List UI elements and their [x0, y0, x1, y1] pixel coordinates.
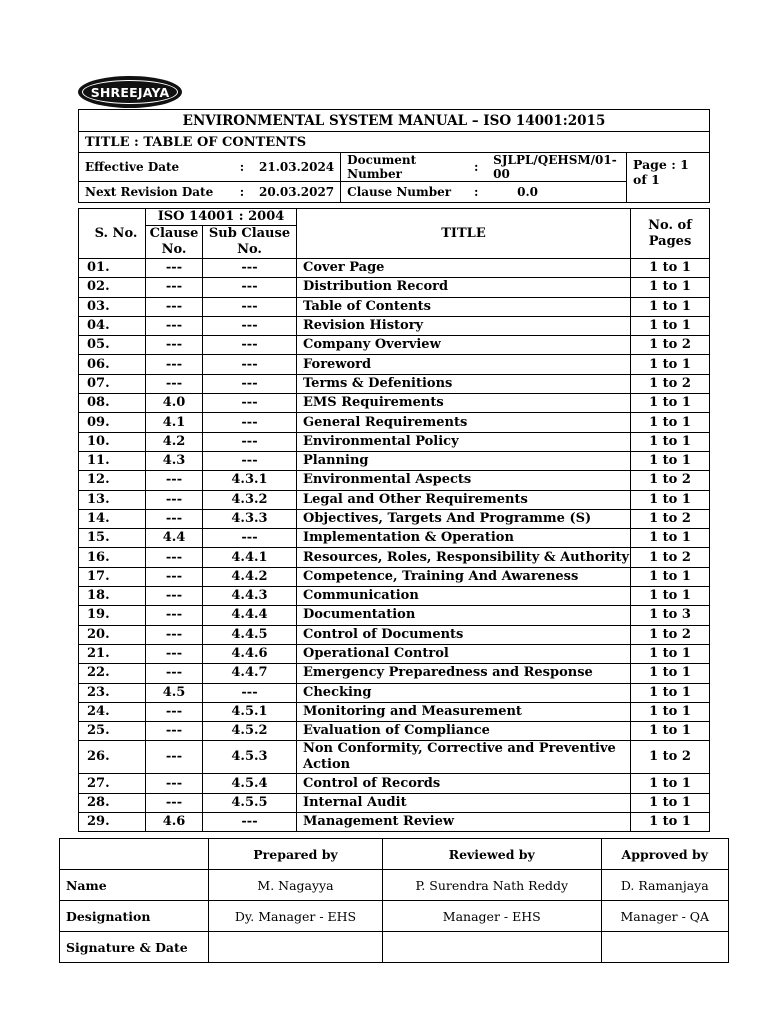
toc-pages: 1 to 1	[631, 278, 710, 297]
toc-row	[79, 278, 710, 297]
toc-pages: 1 to 2	[631, 471, 710, 490]
toc-row	[79, 606, 710, 625]
toc-row	[79, 664, 710, 683]
toc-clause: ---	[146, 793, 203, 812]
col-header-title: TITLE	[297, 209, 631, 259]
toc-row	[79, 793, 710, 812]
toc-sno: 23.	[79, 683, 146, 702]
toc-sno: 04.	[79, 316, 146, 335]
toc-sub-clause: ---	[203, 451, 297, 470]
toc-clause: 4.6	[146, 813, 203, 832]
toc-sno: 27.	[79, 774, 146, 793]
toc-row	[79, 548, 710, 567]
toc-sub-clause: ---	[203, 413, 297, 432]
toc-sno: 12.	[79, 471, 146, 490]
toc-title: Emergency Preparedness and Response	[297, 664, 631, 683]
toc-sub-clause: ---	[203, 813, 297, 832]
toc-clause: ---	[146, 774, 203, 793]
toc-sno: 18.	[79, 587, 146, 606]
effective-date-label: Effective Date	[79, 153, 232, 182]
toc-pages: 1 to 1	[631, 722, 710, 741]
doc-number-value: SJLPL/QEHSM/01-00	[487, 153, 626, 182]
toc-sno: 24.	[79, 702, 146, 721]
toc-pages: 1 to 2	[631, 509, 710, 528]
toc-row	[79, 394, 710, 413]
toc-sno: 13.	[79, 490, 146, 509]
toc-sno: 25.	[79, 722, 146, 741]
toc-pages: 1 to 2	[631, 374, 710, 393]
toc-body	[79, 259, 710, 832]
toc-sno: 09.	[79, 413, 146, 432]
toc-row	[79, 471, 710, 490]
toc-clause: ---	[146, 490, 203, 509]
toc-row	[79, 374, 710, 393]
toc-title: Environmental Aspects	[297, 471, 631, 490]
toc-sub-clause: 4.4.4	[203, 606, 297, 625]
toc-pages: 1 to 1	[631, 774, 710, 793]
page-number: Page : 1 of 1	[627, 153, 710, 203]
toc-row	[79, 355, 710, 374]
col-header-sub-clause: Sub Clause No.	[203, 226, 297, 259]
name-label: Name	[60, 870, 209, 901]
signoff-table	[59, 838, 729, 963]
prepared-signature	[209, 932, 383, 963]
blank-corner	[60, 839, 209, 870]
toc-pages: 1 to 1	[631, 432, 710, 451]
toc-sub-clause: 4.4.2	[203, 567, 297, 586]
toc-sub-clause: ---	[203, 683, 297, 702]
logo-text: SHREEJAYA	[90, 84, 170, 100]
toc-title: Operational Control	[297, 644, 631, 663]
toc-clause: ---	[146, 587, 203, 606]
toc-sub-clause: ---	[203, 394, 297, 413]
toc-pages: 1 to 1	[631, 451, 710, 470]
toc-sub-clause: ---	[203, 336, 297, 355]
toc-title: Cover Page	[297, 259, 631, 278]
toc-row	[79, 567, 710, 586]
toc-table	[78, 208, 710, 832]
designation-label: Designation	[60, 901, 209, 932]
document-header	[78, 109, 710, 203]
toc-pages: 1 to 1	[631, 587, 710, 606]
toc-sno: 15.	[79, 529, 146, 548]
next-revision-value: 20.03.2027	[253, 182, 341, 203]
colon: :	[231, 153, 253, 182]
toc-pages: 1 to 2	[631, 741, 710, 774]
effective-date-value: 21.03.2024	[253, 153, 341, 182]
col-header-iso: ISO 14001 : 2004	[146, 209, 297, 226]
toc-sub-clause: ---	[203, 374, 297, 393]
toc-clause: ---	[146, 567, 203, 586]
toc-title: Implementation & Operation	[297, 529, 631, 548]
toc-pages: 1 to 1	[631, 394, 710, 413]
reviewed-signature	[382, 932, 601, 963]
approved-designation: Manager - QA	[601, 901, 728, 932]
toc-title: Environmental Policy	[297, 432, 631, 451]
signature-date-label: Signature & Date	[60, 932, 209, 963]
toc-sub-clause: ---	[203, 278, 297, 297]
toc-pages: 1 to 1	[631, 259, 710, 278]
toc-sno: 22.	[79, 664, 146, 683]
toc-row	[79, 336, 710, 355]
toc-clause: ---	[146, 741, 203, 774]
toc-title: Competence, Training And Awareness	[297, 567, 631, 586]
toc-clause: ---	[146, 548, 203, 567]
toc-pages: 1 to 1	[631, 316, 710, 335]
toc-sub-clause: 4.3.3	[203, 509, 297, 528]
toc-title: Non Conformity, Corrective and Preventive Action	[297, 741, 631, 774]
toc-row	[79, 432, 710, 451]
toc-row	[79, 774, 710, 793]
toc-row	[79, 644, 710, 663]
toc-row	[79, 741, 710, 774]
toc-pages: 1 to 1	[631, 664, 710, 683]
col-header-pages: No. of Pages	[631, 209, 710, 259]
manual-title: ENVIRONMENTAL SYSTEM MANUAL – ISO 14001:2015	[79, 110, 710, 132]
toc-sub-clause: ---	[203, 432, 297, 451]
toc-clause: 4.2	[146, 432, 203, 451]
toc-row	[79, 813, 710, 832]
toc-sno: 08.	[79, 394, 146, 413]
reviewed-designation: Manager - EHS	[382, 901, 601, 932]
clause-number-label: Clause Number	[341, 182, 466, 203]
toc-title: Internal Audit	[297, 793, 631, 812]
toc-sub-clause: 4.5.5	[203, 793, 297, 812]
toc-pages: 1 to 1	[631, 702, 710, 721]
toc-title: Objectives, Targets And Programme (S)	[297, 509, 631, 528]
toc-sub-clause: ---	[203, 355, 297, 374]
toc-clause: ---	[146, 625, 203, 644]
toc-sub-clause: 4.3.1	[203, 471, 297, 490]
doc-number-label: Document Number	[341, 153, 466, 182]
toc-title: Terms & Defenitions	[297, 374, 631, 393]
toc-row	[79, 722, 710, 741]
toc-clause: ---	[146, 336, 203, 355]
toc-sno: 03.	[79, 297, 146, 316]
toc-title: Legal and Other Requirements	[297, 490, 631, 509]
toc-sub-clause: ---	[203, 316, 297, 335]
toc-sno: 07.	[79, 374, 146, 393]
toc-clause: ---	[146, 316, 203, 335]
toc-sub-clause: ---	[203, 259, 297, 278]
toc-title: Control of Documents	[297, 625, 631, 644]
toc-row	[79, 297, 710, 316]
toc-sub-clause: 4.3.2	[203, 490, 297, 509]
toc-clause: ---	[146, 355, 203, 374]
col-header-clause: Clause No.	[146, 226, 203, 259]
toc-clause: ---	[146, 702, 203, 721]
colon: :	[465, 153, 487, 182]
toc-pages: 1 to 1	[631, 644, 710, 663]
toc-clause: ---	[146, 509, 203, 528]
logo-ring	[82, 80, 178, 104]
toc-row	[79, 451, 710, 470]
toc-pages: 1 to 2	[631, 548, 710, 567]
toc-sno: 05.	[79, 336, 146, 355]
toc-row	[79, 509, 710, 528]
toc-clause: ---	[146, 374, 203, 393]
toc-clause: ---	[146, 722, 203, 741]
toc-pages: 1 to 1	[631, 793, 710, 812]
toc-sub-clause: 4.4.3	[203, 587, 297, 606]
toc-title: Planning	[297, 451, 631, 470]
toc-pages: 1 to 1	[631, 413, 710, 432]
toc-title: Distribution Record	[297, 278, 631, 297]
toc-title: Checking	[297, 683, 631, 702]
toc-pages: 1 to 1	[631, 355, 710, 374]
toc-sno: 26.	[79, 741, 146, 774]
toc-clause: ---	[146, 259, 203, 278]
toc-title: Control of Records	[297, 774, 631, 793]
toc-title: Management Review	[297, 813, 631, 832]
toc-sub-clause: 4.4.7	[203, 664, 297, 683]
colon: :	[231, 182, 253, 203]
toc-sno: 19.	[79, 606, 146, 625]
toc-pages: 1 to 3	[631, 606, 710, 625]
toc-clause: ---	[146, 278, 203, 297]
reviewed-name: P. Surendra Nath Reddy	[382, 870, 601, 901]
toc-sub-clause: 4.5.3	[203, 741, 297, 774]
toc-sub-clause: 4.4.6	[203, 644, 297, 663]
toc-title: General Requirements	[297, 413, 631, 432]
toc-sno: 21.	[79, 644, 146, 663]
toc-row	[79, 702, 710, 721]
toc-row	[79, 316, 710, 335]
toc-sno: 28.	[79, 793, 146, 812]
clause-number-value: 0.0	[487, 182, 626, 203]
reviewed-by-header: Reviewed by	[382, 839, 601, 870]
toc-sub-clause: ---	[203, 297, 297, 316]
toc-sub-clause: ---	[203, 529, 297, 548]
toc-title: EMS Requirements	[297, 394, 631, 413]
toc-pages: 1 to 2	[631, 625, 710, 644]
toc-pages: 1 to 1	[631, 813, 710, 832]
toc-pages: 1 to 2	[631, 336, 710, 355]
toc-sno: 02.	[79, 278, 146, 297]
toc-sno: 17.	[79, 567, 146, 586]
toc-title: Documentation	[297, 606, 631, 625]
toc-pages: 1 to 1	[631, 529, 710, 548]
col-header-sno: S. No.	[79, 209, 146, 259]
toc-clause: 4.1	[146, 413, 203, 432]
toc-sno: 06.	[79, 355, 146, 374]
prepared-by-header: Prepared by	[209, 839, 383, 870]
toc-clause: 4.5	[146, 683, 203, 702]
toc-sub-clause: 4.4.1	[203, 548, 297, 567]
toc-sub-clause: 4.5.4	[203, 774, 297, 793]
toc-clause: ---	[146, 644, 203, 663]
toc-sno: 11.	[79, 451, 146, 470]
toc-clause: ---	[146, 606, 203, 625]
toc-clause: 4.0	[146, 394, 203, 413]
toc-sub-clause: 4.5.2	[203, 722, 297, 741]
toc-sno: 20.	[79, 625, 146, 644]
toc-row	[79, 529, 710, 548]
toc-pages: 1 to 1	[631, 683, 710, 702]
toc-row	[79, 413, 710, 432]
toc-sno: 29.	[79, 813, 146, 832]
toc-clause: ---	[146, 664, 203, 683]
toc-clause: 4.4	[146, 529, 203, 548]
toc-title: Revision History	[297, 316, 631, 335]
toc-row	[79, 490, 710, 509]
prepared-name: M. Nagayya	[209, 870, 383, 901]
toc-row	[79, 259, 710, 278]
company-logo	[78, 76, 182, 108]
colon: :	[465, 182, 487, 203]
approved-signature	[601, 932, 728, 963]
toc-sub-clause: 4.5.1	[203, 702, 297, 721]
toc-title: Foreword	[297, 355, 631, 374]
toc-sno: 16.	[79, 548, 146, 567]
approved-name: D. Ramanjaya	[601, 870, 728, 901]
toc-row	[79, 683, 710, 702]
toc-title: Evaluation of Compliance	[297, 722, 631, 741]
toc-title: Table of Contents	[297, 297, 631, 316]
toc-clause: ---	[146, 297, 203, 316]
toc-sno: 01.	[79, 259, 146, 278]
approved-by-header: Approved by	[601, 839, 728, 870]
toc-pages: 1 to 1	[631, 490, 710, 509]
toc-title: Company Overview	[297, 336, 631, 355]
toc-sno: 14.	[79, 509, 146, 528]
toc-sno: 10.	[79, 432, 146, 451]
prepared-designation: Dy. Manager - EHS	[209, 901, 383, 932]
toc-pages: 1 to 1	[631, 567, 710, 586]
toc-sub-clause: 4.4.5	[203, 625, 297, 644]
toc-clause: ---	[146, 471, 203, 490]
next-revision-label: Next Revision Date	[79, 182, 232, 203]
toc-pages: 1 to 1	[631, 297, 710, 316]
toc-row	[79, 587, 710, 606]
toc-title: Communication	[297, 587, 631, 606]
page-title: TITLE : TABLE OF CONTENTS	[79, 132, 710, 153]
toc-title: Resources, Roles, Responsibility & Authority	[297, 548, 631, 567]
toc-clause: 4.3	[146, 451, 203, 470]
toc-row	[79, 625, 710, 644]
toc-title: Monitoring and Measurement	[297, 702, 631, 721]
